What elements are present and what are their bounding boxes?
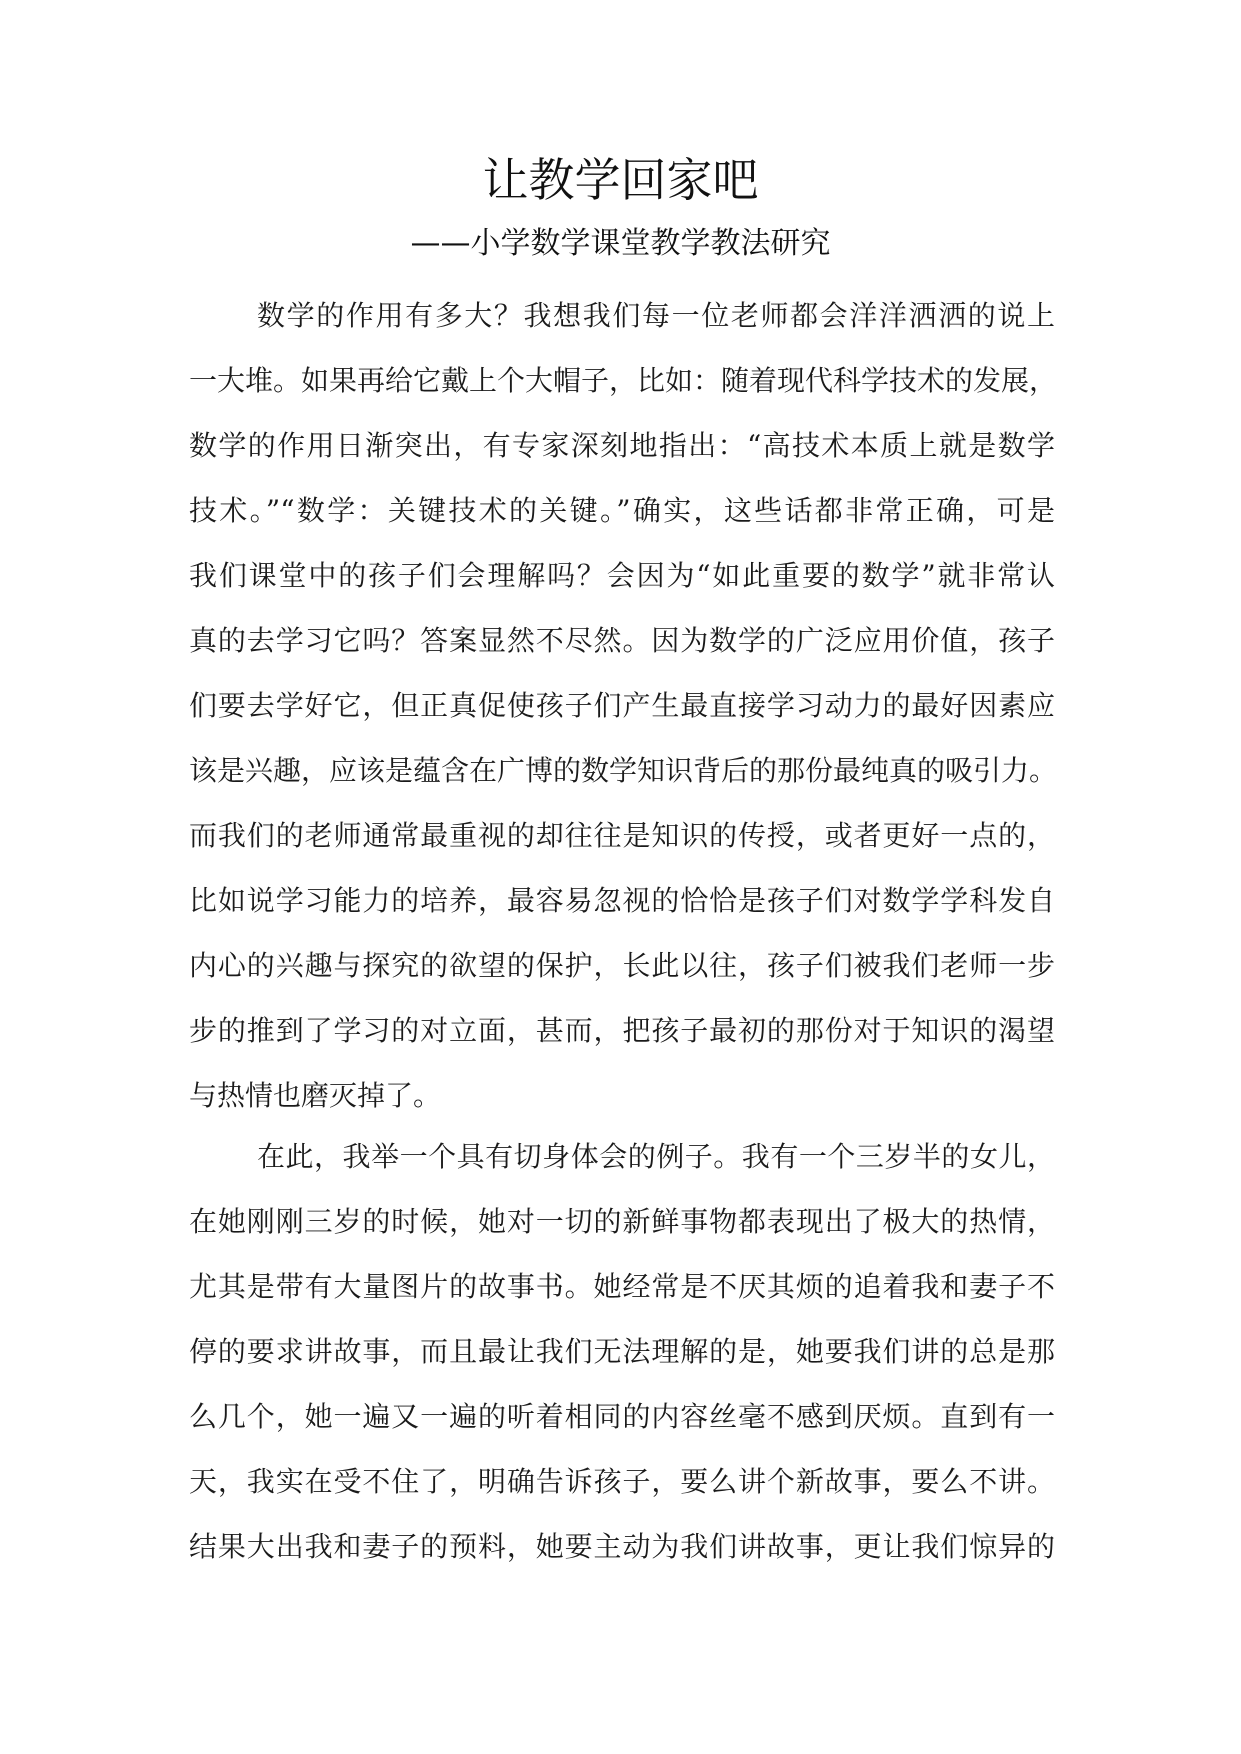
paragraph-line: 真的去学习它吗？答案显然不尽然。因为数学的广泛应用价值，孩子 [189,624,1055,657]
paragraph-line: 数学的作用日渐突出，有专家深刻地指出：“高技术本质上就是数学 [189,429,1055,462]
paragraph-line: 结果大出我和妻子的预料，她要主动为我们讲故事，更让我们惊异的 [189,1530,1055,1563]
paragraph-line: 在此，我举一个具有切身体会的例子。我有一个三岁半的女儿， [257,1140,1055,1173]
paragraph-line: 停的要求讲故事，而且最让我们无法理解的是，她要我们讲的总是那 [189,1335,1055,1368]
paragraph-line: 一大堆。如果再给它戴上个大帽子，比如：随着现代科学技术的发展， [189,364,1058,397]
paragraph-line: 而我们的老师通常最重视的却往往是知识的传授，或者更好一点的， [189,819,1055,852]
paragraph-line: 在她刚刚三岁的时候，她对一切的新鲜事物都表现出了极大的热情， [189,1205,1055,1238]
paragraph-line: 数学的作用有多大？我想我们每一位老师都会洋洋洒洒的说上 [257,299,1055,332]
paragraph-line: 比如说学习能力的培养，最容易忽视的恰恰是孩子们对数学学科发自 [189,884,1055,917]
paragraph-1 [189,283,1058,1128]
page-title: 让教学回家吧 [482,153,759,207]
paragraph-line: 尤其是带有大量图片的故事书。她经常是不厌其烦的追着我和妻子不 [189,1270,1055,1303]
paragraph-line: 步的推到了学习的对立面，甚而，把孩子最初的那份对于知识的渴望 [189,1014,1055,1047]
page-subtitle: ——小学数学课堂教学教法研究 [410,226,831,261]
paragraph-line: 与热情也磨灭掉了。 [189,1079,442,1112]
paragraph-line: 我们课堂中的孩子们会理解吗？会因为“如此重要的数学”就非常认 [189,559,1055,592]
paragraph-line: 技术。”“数学：关键技术的关键。”确实，这些话都非常正确，可是 [189,494,1055,527]
paragraph-line: 么几个，她一遍又一遍的听着相同的内容丝毫不感到厌烦。直到有一 [189,1400,1055,1433]
paragraph-line: 天，我实在受不住了，明确告诉孩子，要么讲个新故事，要么不讲。 [189,1465,1055,1498]
paragraph-2 [189,1124,1055,1579]
paragraph-line: 该是兴趣，应该是蕴含在广博的数学知识背后的那份最纯真的吸引力。 [189,754,1058,787]
paragraph-line: 内心的兴趣与探究的欲望的保护，长此以往，孩子们被我们老师一步 [189,949,1055,982]
paragraph-line: 们要去学好它，但正真促使孩子们产生最直接学习动力的最好因素应 [189,689,1055,722]
